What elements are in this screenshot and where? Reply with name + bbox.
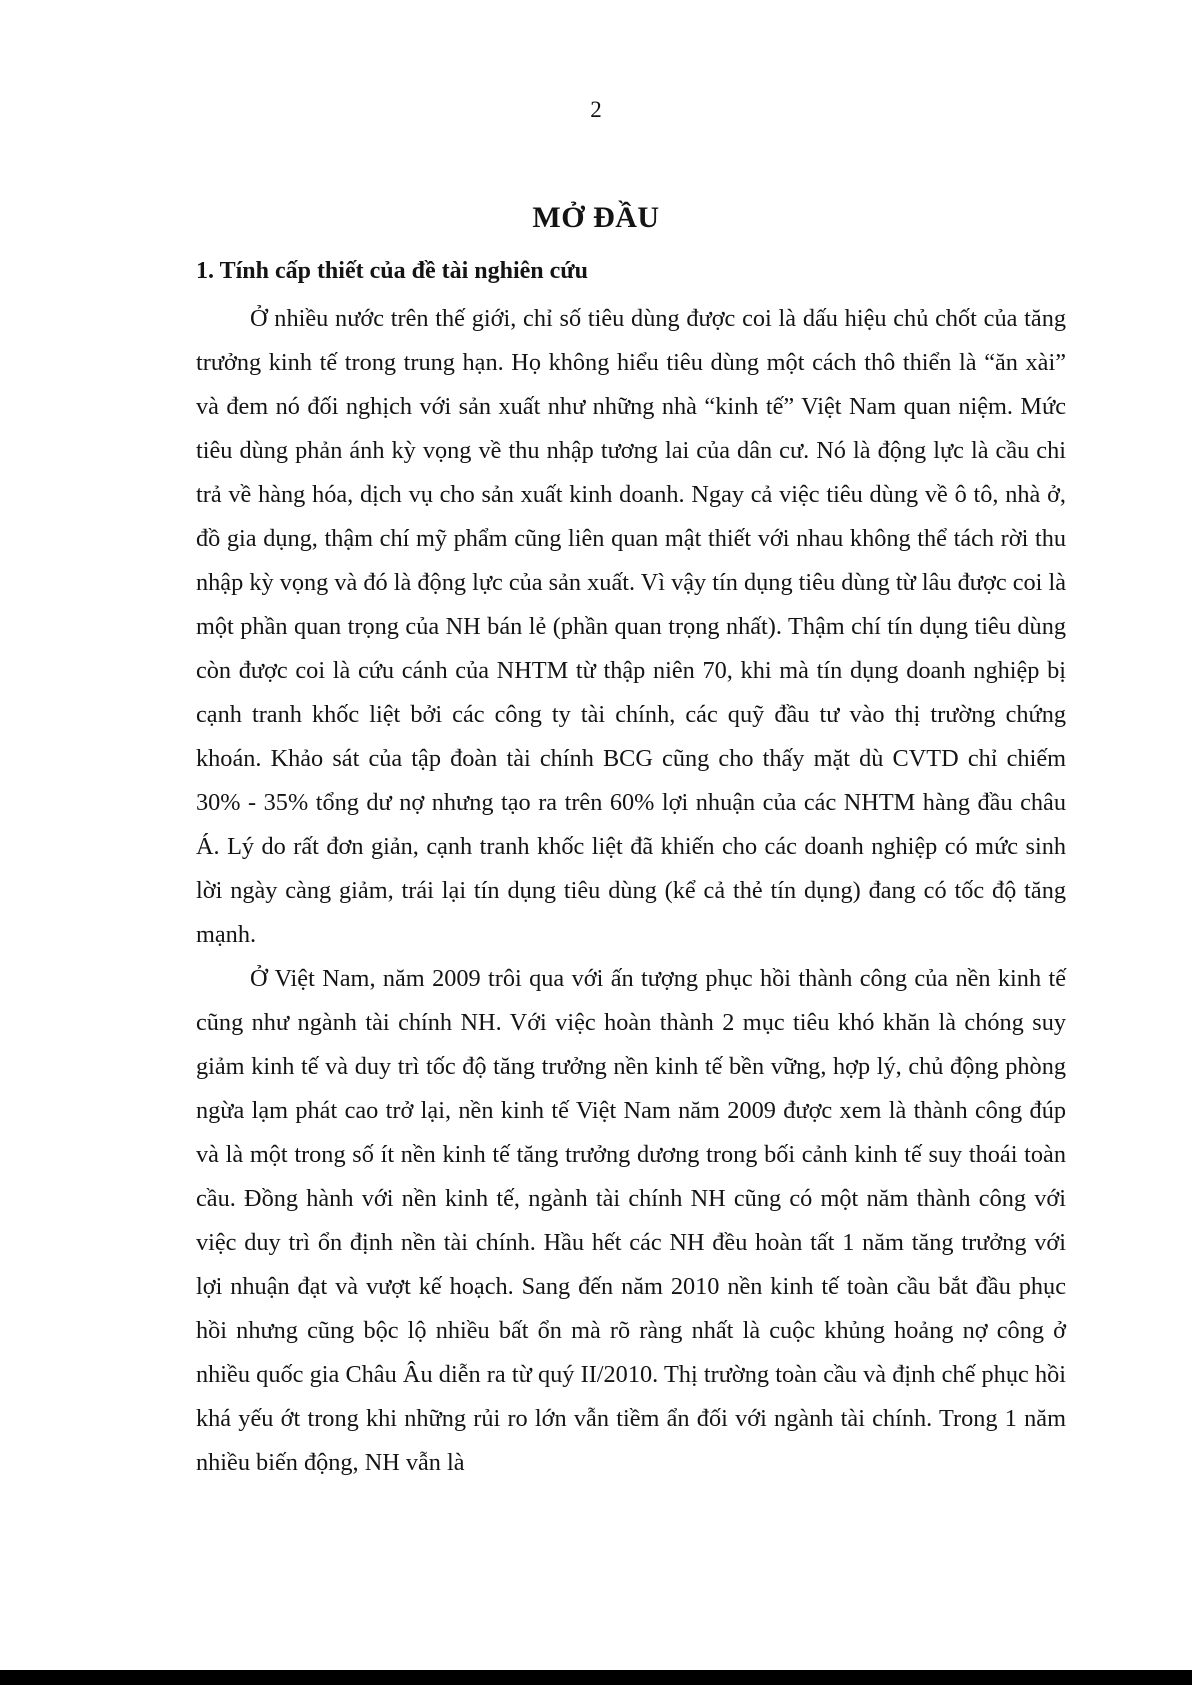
scan-bottom-border bbox=[0, 1670, 1192, 1685]
paragraph-1: Ở nhiều nước trên thế giới, chỉ số tiêu dùng được coi là dấu hiệu chủ chốt của tăng trưởng kinh tế trong trung hạn. Họ không hiểu tiêu dùng một cách thô thiển là “ăn xài” và đem nó đối nghịch với sản xuất như những nhà “kinh tế” Việt Nam quan niệm. Mức tiêu dùng phản ánh kỳ vọng về thu nhập tương lai của dân cư. Nó là động lực là cầu chi trả về hàng hóa, dịch vụ cho sản xuất kinh doanh. Ngay cả việc tiêu dùng về ô tô, nhà ở, đồ gia dụng, thậm chí mỹ phẩm cũng liên quan mật thiết với nhau không thể tách rời thu nhập kỳ vọng và đó là động lực của sản xuất. Vì vậy tín dụng tiêu dùng từ lâu được coi là một phần quan trọng của NH bán lẻ (phần quan trọng nhất). Thậm chí tín dụng tiêu dùng còn được coi là cứu cánh của NHTM từ thập niên 70, khi mà tín dụng doanh nghiệp bị cạnh tranh khốc liệt bởi các công ty tài chính, các quỹ đầu tư vào thị trường chứng khoán. Khảo sát của tập đoàn tài chính BCG cũng cho thấy mặt dù CVTD chỉ chiếm 30% - 35% tổng dư nợ nhưng tạo ra trên 60% lợi nhuận của các NHTM hàng đầu châu Á. Lý do rất đơn giản, cạnh tranh khốc liệt đã khiến cho các doanh nghiệp có mức sinh lời ngày càng giảm, trái lại tín dụng tiêu dùng (kể cả thẻ tín dụng) đang có tốc độ tăng mạnh. bbox=[196, 305, 1066, 948]
page-number: 2 bbox=[590, 97, 602, 122]
section-heading: 1. Tính cấp thiết của đề tài nghiên cứu bbox=[196, 258, 589, 284]
chapter-title: MỞ ĐẦU bbox=[532, 201, 660, 234]
paragraph-2: Ở Việt Nam, năm 2009 trôi qua với ấn tượng phục hồi thành công của nền kinh tế cũng như ngành tài chính NH. Với việc hoàn thành 2 mục tiêu khó khăn là chóng suy giảm kinh tế và duy trì tốc độ tăng trưởng nền kinh tế bền vững, hợp lý, chủ động phòng ngừa lạm phát cao trở lại, nền kinh tế Việt Nam năm 2009 được xem là thành công đúp và là một trong số ít nền kinh tế tăng trưởng dương trong bối cảnh kinh tế suy thoái toàn cầu. Đồng hành với nền kinh tế, ngành tài chính NH cũng có một năm thành công với việc duy trì ổn định nền tài chính. Hầu hết các NH đều hoàn tất 1 năm tăng trưởng với lợi nhuận đạt và vượt kế hoạch. Sang đến năm 2010 nền kinh tế toàn cầu bắt đầu phục hồi nhưng cũng bộc lộ nhiều bất ổn mà rõ ràng nhất là cuộc khủng hoảng nợ công ở nhiều quốc gia Châu Âu diễn ra từ quý II/2010. Thị trường toàn cầu và định chế phục hồi khá yếu ớt trong khi những rủi ro lớn vẫn tiềm ẩn đối với ngành tài chính. Trong 1 năm nhiều biến động, NH vẫn là bbox=[196, 965, 1066, 1476]
body-text bbox=[196, 297, 1066, 1485]
